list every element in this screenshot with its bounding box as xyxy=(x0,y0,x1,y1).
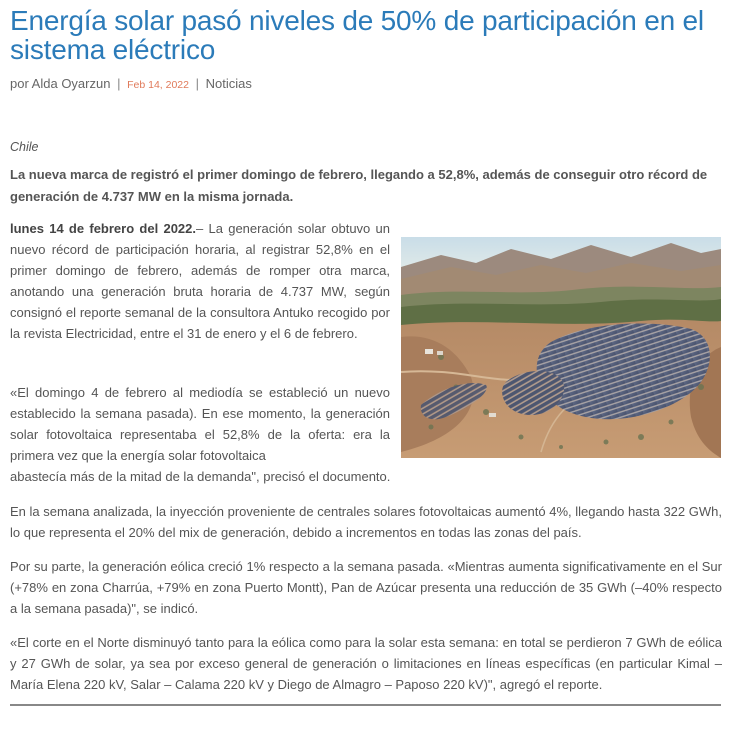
paragraph-2-text: «El domingo 4 de febrero al mediodía se estableció un nuevo establecido la semana pasada). En ese momento, la generación solar fotovoltaica representaba el 52,8% de la oferta: era la primera vez que la energía solar fotovoltaica xyxy=(10,385,390,463)
article-lead: La nueva marca de registró el primer domingo de febrero, llegando a 52,8%, además de conseguir otro récord de generación de 4.737 MW en la misma jornada. xyxy=(10,167,708,204)
paragraph-1-dateline: lunes 14 de febrero del 2022. xyxy=(10,221,196,236)
meta-separator: | xyxy=(117,76,121,91)
country-label: Chile xyxy=(10,140,39,154)
paragraph-2 xyxy=(10,382,390,487)
category-link[interactable]: Noticias xyxy=(205,76,252,91)
paragraph-5: «El corte en el Norte disminuyó tanto para la eólica como para la solar esta semana: en total se perdieron 7 GWh de eólica y 27 GWh de solar, ya sea por exceso general de generación o limitaciones en líneas específicas (en particular Kimal – María Elena 220 kV, Salar – Calama 220 kV y Diego de Almagro – Paposo 220 kV)", agregó el reporte. xyxy=(10,635,722,692)
paragraph-3: En la semana analizada, la inyección proveniente de centrales solares fotovoltaicas aumentó 4%, llegando hasta 322 GWh, lo que representa el 20% del mix de generación, debido a incrementos en todas las zonas del país. xyxy=(10,504,722,540)
meta-separator: | xyxy=(195,76,199,91)
paragraph-1-text: – La generación solar obtuvo un nuevo récord de participación horaria, al registrar 52,8% en el primer domingo de febrero, además de romper otra marca, anotando una generación bruta horaria de 4.737 MW, según consignó el reporte semanal de la consultora Antuko recogido por la revista Electricidad, entre el 31 de enero y el 6 de febrero. xyxy=(10,221,390,341)
article-meta xyxy=(10,76,252,91)
article-title: Energía solar pasó niveles de 50% de participación en el sistema eléctrico xyxy=(10,5,704,65)
solar-farm-photo xyxy=(401,237,721,458)
paragraph-2-last-line: abastecía más de la mitad de la demanda", precisó el documento. xyxy=(10,469,391,484)
paragraph-1 xyxy=(10,218,390,344)
bottom-divider xyxy=(10,704,721,706)
author-link[interactable]: por Alda Oyarzun xyxy=(10,76,111,91)
publish-date: Feb 14, 2022 xyxy=(127,79,189,91)
paragraph-4: Por su parte, la generación eólica creció 1% respecto a la semana pasada. «Mientras aumenta significativamente en el Sur (+78% en zona Charrúa, +79% en zona Puerto Montt), Pan de Azúcar presenta una reducción de 35 GWh (–40% respecto a la semana pasada)", se indicó. xyxy=(10,559,722,616)
